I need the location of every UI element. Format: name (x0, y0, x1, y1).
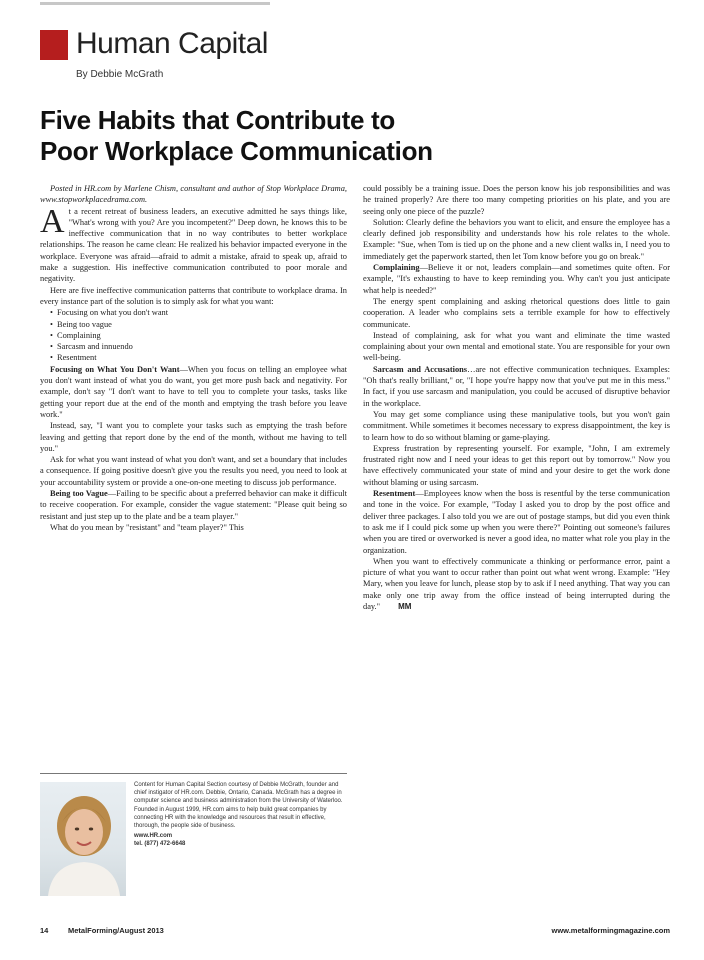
body-paragraph: Solution: Clearly define the behaviors you want to elicit, and ensure the employee has a clearly defined job responsibility and understands how his role relates to the whole. Example: "Sue, when Tom is tied up on the phone and a new client walks in, I need you to immediately get the paperwork started, then let Tom know before you go on break." (363, 217, 670, 261)
section-paragraph (40, 488, 347, 522)
right-column (363, 183, 670, 612)
article-headline (40, 105, 680, 167)
section-lead: Resentment (373, 489, 416, 499)
bio-web: www.HR.com (134, 833, 173, 840)
section-lead: Sarcasm and Accusations (373, 364, 468, 374)
bio-text: Content for Human Capital Section courtesy of Debbie McGrath, founder and chief instigator of HR.com. Debbie, Ontario, Canada. McGrath has a degree in computer science and business administration from the University of Waterloo. Founded in August 1999, HR.com aims to help build great companies by connecting HR with the knowledge and resources that result in effective, thorough, the people side of business. (134, 782, 343, 830)
end-mark: MM (398, 601, 412, 611)
body-paragraph: could possibly be a training issue. Does the person know his job responsibilities and was he trained properly? Are there too many competing priorities on his plate, and you are seeing only one piece of the puzzle? (363, 184, 670, 216)
body-paragraph: What do you mean by "resistant" and "team player?" This (50, 522, 244, 532)
habits-list (40, 307, 347, 363)
section-title: Human Capital (76, 27, 268, 60)
body-paragraph: Instead, say, "I want you to complete your tasks such as emptying the trash before leaving and getting that report done by the end of the month, without me having to tell you." (40, 421, 347, 453)
section-text: —Believe it or not, leaders complain—and sometimes quite often. For example, "It's exhausting to have to keep reminding you. Why can't you just anticipate what help is needed?" (363, 263, 670, 295)
headline-line-1: Five Habits that Contribute to (40, 105, 396, 135)
left-column (40, 183, 347, 533)
section-color-bar (40, 30, 68, 60)
section-text: —Employees know when the boss is resentful by the terse communication and tone in the voice. For example, "Today I asked you to drop by the post office and deliver three packages. I also told you we are out of postage stamps, but did you even think to ask me if I could pick some up when you were there?" Pointing out someone's failures when you are tired or overworked is never a good idea, no matter what role you play in the organization. (363, 489, 670, 555)
section-text: —When you focus on telling an employee what you don't want instead of what you do want, you get more push back and negativity. For example, don't say "I don't want to have to tell you to complete your tasks, tasks like getting your report due at the end of the month and emptying the trash before you leave work." (40, 364, 347, 419)
page-number: 14 (40, 926, 49, 935)
section-paragraph (363, 488, 670, 556)
intro-note: Posted in HR.com by Marlene Chism, consultant and author of Stop Workplace Drama, www.stopworkplacedrama.com. (40, 184, 347, 205)
section-paragraph (363, 262, 670, 296)
top-rule (40, 2, 270, 5)
body-paragraph: Express frustration by representing yourself. For example, "John, I am extremely frustrated right now and I need your ideas to get this report out by tomorrow." Now you have effectively communicated your state of mind and your desire to get the work done without blaming or using sarcasm. (363, 443, 670, 487)
list-item: • Complaining (50, 330, 347, 341)
bio-divider (40, 773, 347, 774)
opening-paragraph (40, 202, 347, 285)
body-paragraph: Ask for what you want instead of what you don't want, and set a boundary that includes a consequence. If going positive doesn't give you the results you need, you need to look at your accountability system or provide a one-on-one meeting to discuss job performance. (40, 455, 347, 487)
section-lead: Complaining (373, 263, 420, 273)
section-text: —Failing to be specific about a preferred behavior can make it difficult to receive cooperation. For example, consider the vague statement: "Please quit being so resistant and just step up to the plate and be a team player." (40, 489, 347, 521)
section-lead: Focusing on What You Don't Want (50, 364, 180, 374)
section-text: …are not effective communication techniques. Examples: "Oh that's really brilliant," or, "I hope you're happy now that you've put me in this mess." In fact, if you use sarcasm and manipulation, you could be accused of disruptive behavior in the workplace. (363, 364, 670, 408)
body-paragraph: Here are five ineffective communication patterns that contribute to workplace drama. In every instance part of the solution is to simply ask for what you want: (40, 285, 347, 306)
list-item: • Sarcasm and innuendo (50, 341, 347, 352)
body-paragraph (363, 556, 670, 612)
body-paragraph: The energy spent complaining and asking rhetorical questions does little to gain cooperation. A leader who complains sets a terrible example for how to effectively communicate. (363, 296, 670, 329)
body-paragraph: Instead of complaining, ask for what you want and eliminate the time wasted complaining about your own mental and emotional state. You are responsible for your own well-being. (363, 330, 670, 363)
magazine-url: www.metalformingmagazine.com (551, 926, 670, 935)
section-paragraph (363, 364, 670, 409)
list-item: • Being too vague (50, 319, 347, 330)
author-bio (134, 781, 344, 848)
bio-phone: tel. (877) 472-6648 (134, 841, 186, 848)
section-paragraph (40, 364, 347, 420)
section-lead: Being too Vague (50, 489, 108, 499)
portrait-illustration (40, 782, 126, 896)
list-item: • Focusing on what you don't want (50, 307, 347, 318)
closing-text: When you want to effectively communicate a thinking or performance error, paint a picture of what you want to occur rather than point out what went wrong. Example: "Hey Mary, when you leave for lunch, please stop by to ask if I need anything. That way you can make only one trip away from the office instead of being interrupted during the day." (363, 556, 670, 611)
author-photo (40, 782, 126, 896)
headline-line-2: Poor Workplace Communication (40, 136, 433, 166)
opening-text: t a recent retreat of business leaders, an executive admitted he says things like, "What's wrong with you? Are you incompetent?" Deep down, he knows this to be ineffective communication that in no way contributes to better workplace relationships. The reason he came clean: He realized his behavior impacted everyone in the workplace. Everyone was afraid—afraid to admit a mistake, afraid to speak up, afraid to make a suggestion. His ineffective communication contributed to poor morale and negativity. (40, 206, 347, 284)
magazine-issue: MetalForming/August 2013 (68, 926, 164, 935)
list-item: • Resentment (50, 352, 347, 363)
bio-contact (134, 832, 344, 848)
byline: By Debbie McGrath (76, 69, 164, 80)
body-paragraph: You may get some compliance using these manipulative tools, but you won't gain commitment. While sometimes it becomes necessary to express disappointment, the key is to learn how to do so without blaming or game-playing. (363, 409, 670, 442)
drop-cap: A (40, 202, 65, 240)
